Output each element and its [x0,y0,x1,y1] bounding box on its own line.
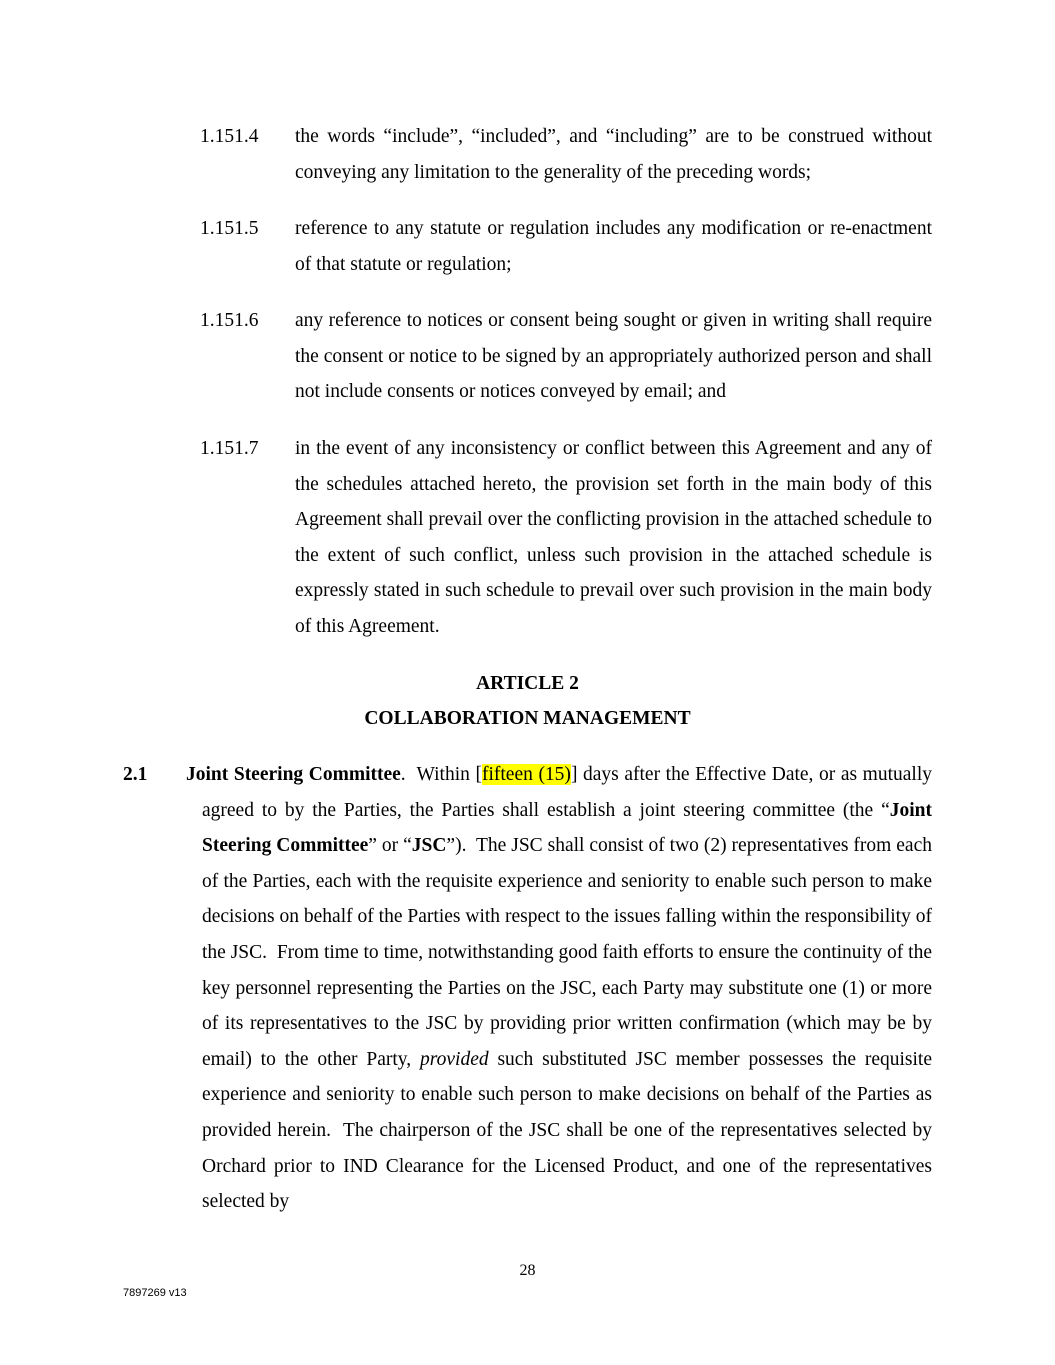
article-title: COLLABORATION MANAGEMENT [364,708,691,729]
section-body [186,757,937,1220]
clause-1-151-5 [200,211,932,282]
clause-number: 1.151.4 [200,126,259,147]
section-heading-period: . [400,764,406,785]
clause-text: the words “include”, “included”, and “including” are to be construed without conveying any limitation to the generality of the preceding words; [295,126,932,183]
italic-provided: provided [420,1048,489,1070]
clause-1-151-6 [200,303,932,410]
clause-text: any reference to notices or consent being sought or given in writing shall require the consent or notice to be signed by an appropriately authorized person and shall not include consents or notices conveyed by email; and [295,310,932,403]
section-text-part5: such substituted JSC member possesses the requisite experience and seniority to enable such person to make decisions on behalf of the Parties as provided herein. The chairperson of the JSC shall be one of the representatives selected by Orchard prior to IND Clearance for the Licensed Product, and one of the representatives selected by [202,1048,937,1213]
defined-term-jsc-full: Joint Steering Committee [202,799,932,857]
article-label: ARTICLE 2 [476,673,579,694]
page-number: 28 [519,1262,536,1279]
section-text-part3: ” or “ [368,835,412,857]
section-number: 2.1 [123,764,148,785]
clause-text: reference to any statute or regulation includes any modification or re-enactment of that statute or regulation; [295,218,932,275]
highlighted-term: fifteen (15) [481,764,571,785]
clause-text: in the event of any inconsistency or conflict between this Agreement and any of the schedules attached hereto, the provision set forth in the main body of this Agreement shall prevail over the conflicting provision in the attached schedule to the extent of such conflict, unless such provision in the attached schedule is expressly stated in such schedule to prevail over such provision in the main body of this Agreement. [295,438,932,637]
section-2-1 [123,757,937,1220]
clause-1-151-7 [200,431,932,645]
defined-term-jsc: JSC [411,835,447,857]
section-text-part2: ] days after the Effective Date, or as mutually agreed to by the Parties, the Parties shall establish a joint steering committee (the “ [202,764,933,821]
document-id: 7897269 v13 [123,1287,187,1299]
clause-number: 1.151.6 [200,310,259,331]
clause-number: 1.151.5 [200,218,259,239]
section-text-part4: ”). The JSC shall consist of two (2) representatives from each of the Parties, each with the requisite experience and seniority to enable such person to make decisions on behalf of the Parties with respect to the issues falling within the responsibility of the JSC. From time to time, notwithstanding good faith efforts to ensure the continuity of the key personnel representing the Parties on the JSC, each Party may substitute one (1) or more of its representatives to the JSC by providing prior written confirmation (which may be by email) to the other Party, [202,835,937,1070]
section-text-part1: Within [ [405,764,482,785]
section-heading: Joint Steering Committee [186,764,401,785]
clause-1-151-4 [200,119,932,190]
clause-number: 1.151.7 [200,438,259,459]
